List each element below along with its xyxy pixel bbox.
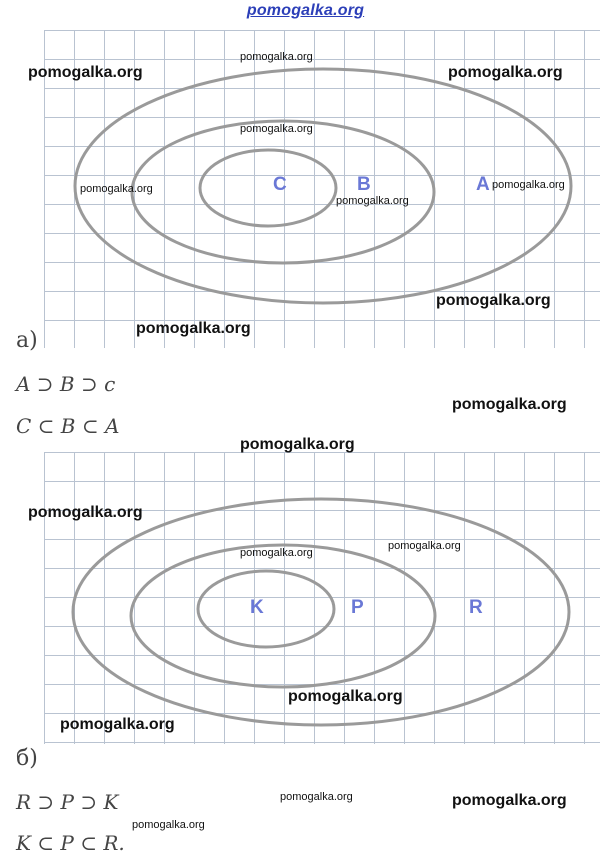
- watermark: pomogalka.org: [132, 819, 205, 831]
- watermark: pomogalka.org: [436, 292, 551, 309]
- ellipse-b-middle: [131, 545, 435, 687]
- set-label-b: B: [357, 174, 371, 195]
- set-label-c: C: [273, 174, 287, 195]
- watermark: pomogalka.org: [336, 195, 409, 207]
- ellipse-a-inner: [200, 150, 336, 226]
- watermark: pomogalka.org: [240, 547, 313, 559]
- formula-b-superset: R ⊃ P ⊃ K: [16, 790, 119, 814]
- watermark: pomogalka.org: [28, 504, 143, 521]
- formula-a-subset: C ⊂ B ⊂ A: [16, 414, 120, 438]
- watermark: pomogalka.org: [452, 396, 567, 413]
- watermark: pomogalka.org: [240, 123, 313, 135]
- formula-a-superset: A ⊃ B ⊃ c: [16, 372, 116, 396]
- set-label-a: A: [476, 174, 490, 195]
- watermark: pomogalka.org: [240, 436, 355, 453]
- part-label-b: б): [16, 746, 38, 771]
- watermark: pomogalka.org: [280, 791, 353, 803]
- set-label-r: R: [469, 597, 483, 618]
- set-label-p: P: [351, 597, 364, 618]
- watermark: pomogalka.org: [60, 716, 175, 733]
- ellipse-b-inner: [198, 571, 334, 647]
- watermark: pomogalka.org: [492, 179, 565, 191]
- watermark: pomogalka.org: [388, 540, 461, 552]
- watermark: pomogalka.org: [240, 51, 313, 63]
- watermark: pomogalka.org: [28, 64, 143, 81]
- watermark: pomogalka.org: [448, 64, 563, 81]
- part-label-a: а): [16, 328, 38, 353]
- watermark: pomogalka.org: [136, 320, 251, 337]
- watermark: pomogalka.org: [80, 183, 153, 195]
- watermark: pomogalka.org: [452, 792, 567, 809]
- watermark: pomogalka.org: [288, 688, 403, 705]
- site-header-link[interactable]: pomogalka.org: [246, 2, 365, 19]
- formula-b-subset: K ⊂ P ⊂ R.: [16, 831, 125, 855]
- set-label-k: K: [250, 597, 264, 618]
